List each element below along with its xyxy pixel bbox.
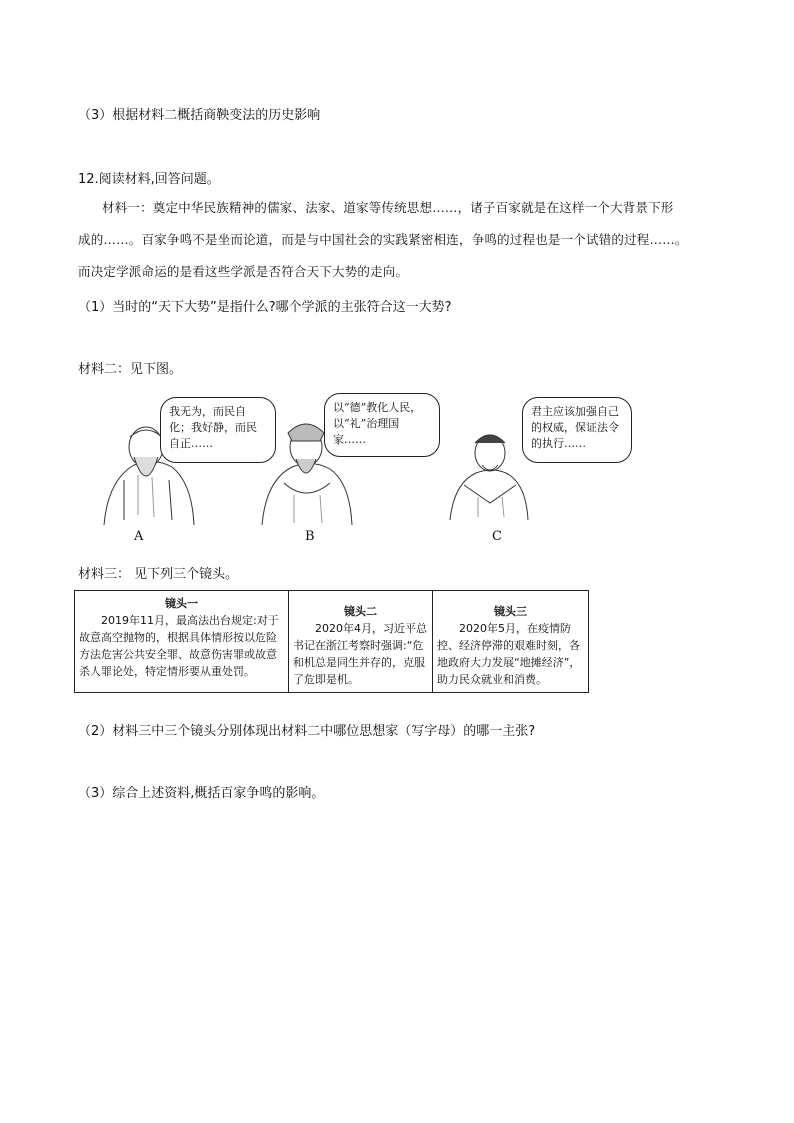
- shot-2-body: 2020年4月，习近平总书记在浙江考察时强调:“危和机总是同生并存的，克服了危即是机。: [293, 622, 427, 686]
- shot-2-title: 镜头二: [344, 605, 377, 618]
- table-row: [75, 591, 589, 693]
- figure-label-a: A: [134, 529, 144, 544]
- thinkers-figure: [94, 385, 619, 550]
- shot-2-cell: [289, 591, 433, 693]
- thinker-c-portrait: [450, 435, 528, 520]
- speech-bubble-a: 我无为，而民自化；我好静，而民自正……: [160, 397, 276, 463]
- shot-1-cell: [75, 591, 289, 693]
- prev-question-3: （3）根据材料二概括商鞅变法的历史影响: [78, 108, 321, 123]
- sub-question-2: （2）材料三中三个镜头分别体现出材料二中哪位思想家（写字母）的哪一主张?: [78, 724, 536, 739]
- sub-question-1: （1）当时的“天下大势”是指什么?哪个学派的主张符合这一大势?: [78, 300, 452, 315]
- shot-3-cell: [433, 591, 589, 693]
- figure-label-c: C: [492, 529, 502, 544]
- shot-3-title: 镜头三: [494, 605, 527, 618]
- question-12-stem: 12.阅读材料,回答问题。: [78, 172, 220, 187]
- material-3-label: 材料三： 见下列三个镜头。: [78, 567, 239, 582]
- figure-label-b: B: [305, 529, 315, 544]
- material-2-label: 材料二：见下图。: [78, 362, 183, 377]
- shot-1-title: 镜头一: [165, 597, 198, 610]
- shots-table: [74, 590, 589, 693]
- material-1-line-3: 而决定学派命运的是看这些学派是否符合天下大势的走向。: [78, 264, 409, 279]
- shot-3-body: 2020年5月，在疫情防控、经济停滞的艰难时刻，各地政府大力发展“地摊经济”，助力民众就业和消费。: [437, 622, 581, 686]
- sub-question-3: （3）综合上述资料,概括百家争鸣的影响。: [78, 786, 325, 801]
- material-1-line-1: 材料一：奠定中华民族精神的儒家、法家、道家等传统思想……，诸子百家就是在这样一个大背景下形: [102, 200, 674, 215]
- speech-bubble-b: 以“德”教化人民，以“礼”治理国家……: [324, 393, 440, 457]
- shot-1-body: 2019年11月，最高法出台规定:对于故意高空抛物的，根据具体情形按以危险方法危害公共安全罪、故意伤害罪或故意杀人罪论处，特定情形要从重处罚。: [79, 614, 279, 678]
- speech-bubble-c: 君主应该加强自己的权威，保证法令的执行……: [522, 397, 632, 463]
- material-1-line-2: 成的……。百家争鸣不是坐而论道，而是与中国社会的实践紧密相连，争鸣的过程也是一个试错的过程……。: [78, 232, 688, 247]
